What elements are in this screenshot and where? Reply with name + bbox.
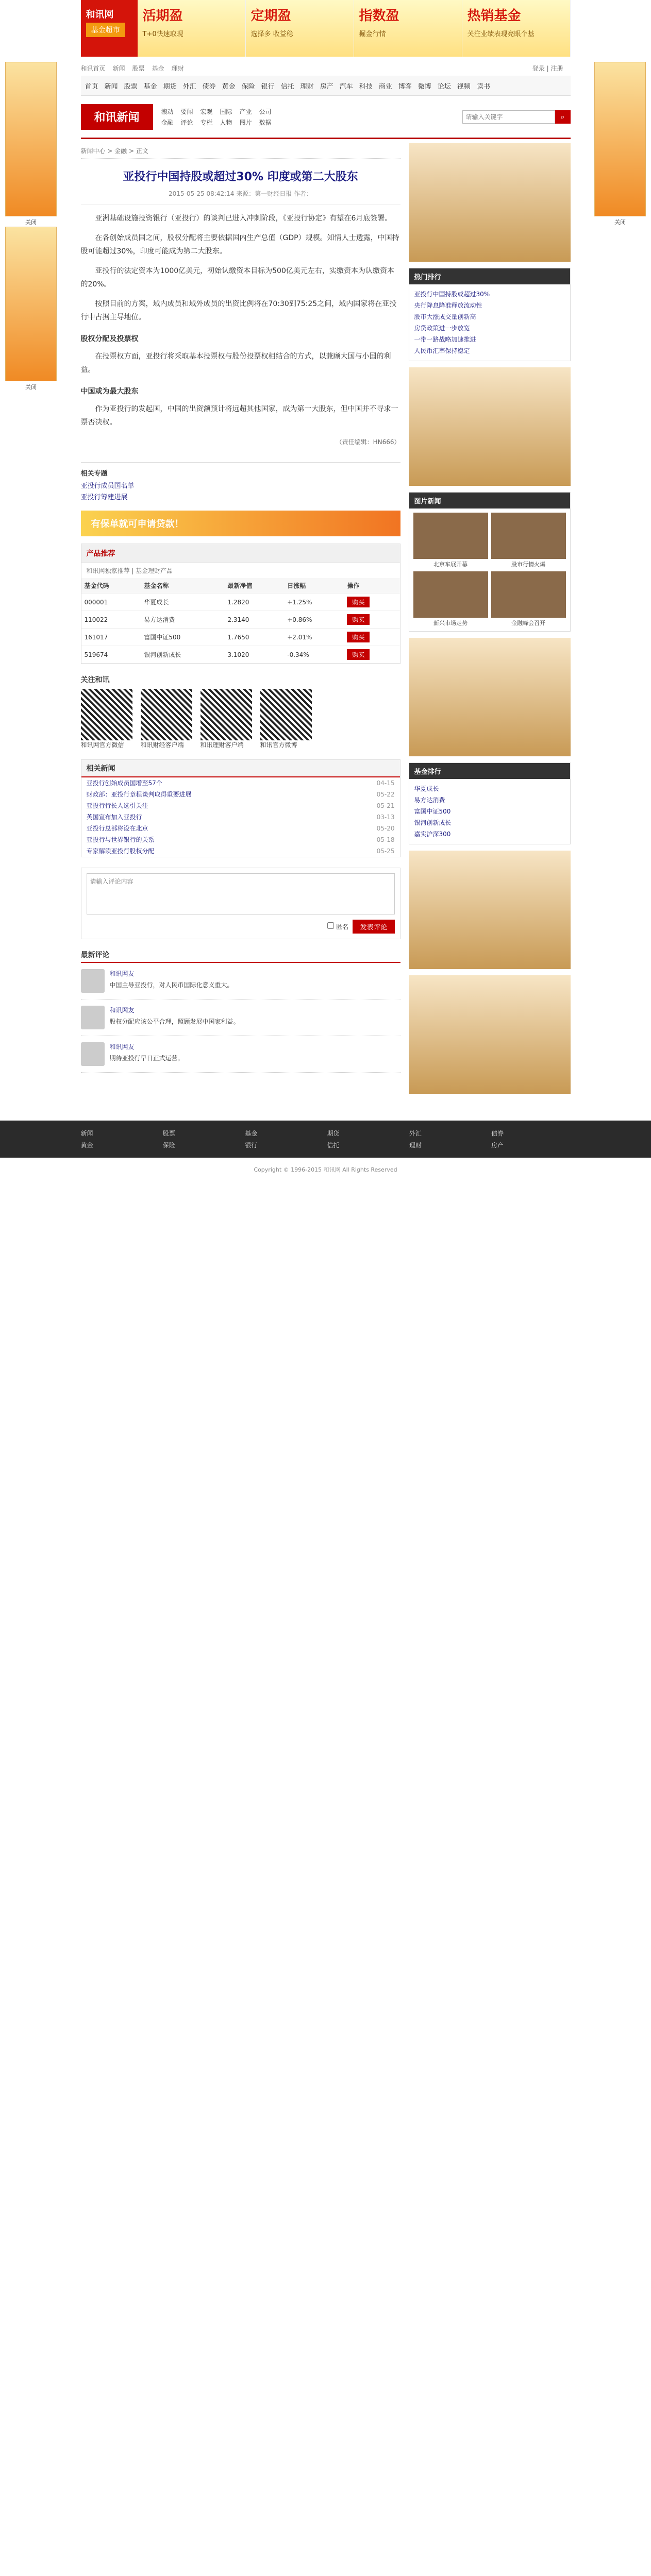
util-link[interactable]: 基金 <box>152 65 164 72</box>
fund-nav: 1.2820 <box>224 594 284 611</box>
article-paragraph: 按照目前的方案，域内成员和域外成员的出资比例将在70:30到75:25之间，域内国家将在亚投行中占据主导地位。 <box>80 300 397 321</box>
banner-item-desc: 关注业绩表现亮眼个基 <box>467 30 535 38</box>
sub-nav-link[interactable]: 公司 <box>259 108 272 115</box>
comment-list <box>81 950 400 1073</box>
channel-link[interactable]: 基金 <box>143 83 157 91</box>
news-date: 05-25 <box>376 848 395 855</box>
fund-header: 最新净值 <box>224 578 284 594</box>
fund-title: 产品推荐 <box>81 544 400 563</box>
article-title: 亚投行中国持股或超过30% 印度或第二大股东 <box>123 171 358 183</box>
channel-link[interactable]: 博客 <box>398 83 412 91</box>
news-date: 05-21 <box>376 802 395 809</box>
anon-check[interactable] <box>327 922 334 929</box>
comment-form <box>81 868 400 939</box>
sub-nav-link[interactable]: 数据 <box>259 118 272 126</box>
comment-item <box>81 999 400 1036</box>
channel-link[interactable]: 视频 <box>457 83 471 91</box>
channel-link[interactable]: 论坛 <box>437 83 451 91</box>
search-icon: ⌕ <box>560 112 565 121</box>
channel-link[interactable]: 外汇 <box>182 83 196 91</box>
follow-section <box>81 674 400 749</box>
hot-link[interactable]: 股市大涨成交量创新高 <box>414 313 476 320</box>
right-ad-close[interactable]: 关闭 <box>614 219 626 226</box>
fund-code: 161017 <box>81 629 141 646</box>
channel-link[interactable]: 科技 <box>359 83 373 91</box>
channel-link[interactable]: 股票 <box>124 83 138 91</box>
footer-link[interactable]: 股票 <box>162 1130 175 1137</box>
fund-ranking <box>409 762 571 844</box>
channel-link[interactable]: 信托 <box>280 83 294 91</box>
footer-link[interactable]: 债券 <box>491 1130 504 1137</box>
util-link[interactable]: 理财 <box>171 65 184 72</box>
banner-item-desc: T+0快速取现 <box>142 30 183 38</box>
comments-title: 最新评论 <box>81 950 400 963</box>
left-float-ad-2[interactable] <box>5 227 57 391</box>
article-body <box>81 205 400 456</box>
hot-link[interactable]: 亚投行中国持股或超过30% <box>414 291 490 298</box>
channel-link[interactable]: 理财 <box>300 83 314 91</box>
main-column <box>81 143 400 1100</box>
sub-nav <box>161 107 272 127</box>
left-ad-image[interactable] <box>5 62 57 216</box>
banner-item-name: 活期盈 <box>142 8 183 24</box>
footer-link[interactable]: 黄金 <box>80 1142 93 1149</box>
article-meta: 2015-05-25 08:42:14 来源：第一财经日报 作者： <box>81 189 400 205</box>
list-item[interactable] <box>81 823 400 834</box>
news-title[interactable]: 亚投行创始成员国增至57个 <box>86 779 162 787</box>
hot-link[interactable]: 央行降息降准释放流动性 <box>414 302 482 309</box>
fund-link[interactable]: 华夏成长 <box>414 785 439 792</box>
channel-link[interactable]: 期货 <box>163 83 177 91</box>
right-float-ad[interactable] <box>594 62 646 226</box>
util-link[interactable]: 新闻 <box>112 65 125 72</box>
news-title[interactable]: 英国宣布加入亚投行 <box>86 814 142 821</box>
channel-link[interactable]: 债券 <box>202 83 216 91</box>
channel-link[interactable]: 黄金 <box>222 83 236 91</box>
site-logo[interactable]: 和讯新闻 <box>81 104 153 130</box>
footer-link[interactable]: 理财 <box>409 1142 422 1149</box>
article-paragraph: 亚投行的法定资本为1000亿美元，初始认缴资本目标为500亿美元左右，实缴资本为认缴资本的20%。 <box>80 267 394 289</box>
sub-nav-link[interactable]: 专栏 <box>200 118 213 126</box>
photo-thumb[interactable] <box>413 571 488 618</box>
channel-link[interactable]: 银行 <box>261 83 275 91</box>
channel-link[interactable]: 读书 <box>476 83 490 91</box>
banner-item-3[interactable] <box>354 0 462 57</box>
fund-code: 110022 <box>81 611 141 629</box>
fund-nav: 2.3140 <box>224 611 284 629</box>
banner-logo-text: 和讯网 <box>86 9 114 20</box>
qr-code-icon <box>260 689 312 740</box>
list-item[interactable] <box>81 800 400 811</box>
sidebar-ad-3[interactable] <box>409 638 571 756</box>
site-header <box>81 96 571 139</box>
fund-code: 000001 <box>81 594 141 611</box>
search-box <box>462 110 571 124</box>
news-date: 05-18 <box>376 836 395 843</box>
qr-code-icon <box>81 689 132 740</box>
news-title[interactable]: 亚投行行长人选引关注 <box>86 802 148 809</box>
fund-link[interactable]: 银河创新成长 <box>414 819 452 826</box>
comment-input[interactable] <box>87 873 395 914</box>
fund-link[interactable]: 富国中证500 <box>414 808 451 815</box>
news-title[interactable]: 亚投行与世界银行的关系 <box>86 836 155 843</box>
sub-nav-link[interactable]: 人物 <box>220 118 232 126</box>
hot-link[interactable]: 房贷政策进一步放宽 <box>414 325 470 332</box>
follow-item[interactable] <box>260 689 312 749</box>
fund-rank-title: 基金排行 <box>409 763 570 779</box>
news-title[interactable]: 专家解读亚投行股权分配 <box>86 848 155 855</box>
banner-item-2[interactable] <box>246 0 354 57</box>
photo-caption[interactable]: 新兴市场走势 <box>433 620 468 626</box>
list-item[interactable] <box>81 834 400 845</box>
related-news <box>81 759 400 857</box>
hot-link[interactable]: 人民币汇率保持稳定 <box>414 347 470 354</box>
comment-text: 中国主导亚投行，对人民币国际化意义重大。 <box>109 981 233 989</box>
fund-change: +2.01% <box>284 629 344 646</box>
footer-link[interactable]: 银行 <box>245 1142 258 1149</box>
fund-name[interactable]: 富国中证500 <box>141 629 224 646</box>
channel-link[interactable]: 首页 <box>85 83 98 91</box>
buy-button[interactable]: 购买 <box>347 597 370 607</box>
photo-item[interactable] <box>491 571 566 627</box>
banner-item-4[interactable] <box>462 0 571 57</box>
breadcrumb[interactable]: 新闻中心 > 金融 > 正文 <box>81 143 400 159</box>
sub-nav-link[interactable]: 产业 <box>239 108 252 115</box>
sidebar-ad[interactable] <box>409 143 571 262</box>
fund-name[interactable]: 易方达消费 <box>141 611 224 629</box>
footer-link[interactable]: 基金 <box>245 1130 258 1137</box>
banner-item-desc: 选择多 收益稳 <box>251 30 293 38</box>
top-banner[interactable] <box>81 0 571 57</box>
footer-link[interactable]: 房产 <box>491 1142 504 1149</box>
photo-item[interactable] <box>491 513 566 568</box>
footer-link[interactable]: 保险 <box>162 1142 175 1149</box>
list-item[interactable] <box>81 789 400 800</box>
sidebar-ad-4[interactable] <box>409 851 571 969</box>
sub-nav-link[interactable]: 图片 <box>239 118 252 126</box>
avatar[interactable] <box>81 1042 105 1066</box>
left-ad-close-2[interactable]: 关闭 <box>25 384 37 391</box>
login-link[interactable]: 登录 | 注册 <box>532 65 563 72</box>
buy-button[interactable]: 购买 <box>347 632 370 642</box>
search-input[interactable] <box>462 110 555 124</box>
anon-label: 匿名 <box>336 923 349 930</box>
follow-label: 和讯网官方微信 <box>80 741 124 749</box>
fund-name[interactable]: 银河创新成长 <box>141 646 224 664</box>
loan-ad-banner[interactable]: 有保单就可申请贷款！ <box>81 511 400 536</box>
related-link[interactable]: 亚投行成员国名单 <box>80 482 135 490</box>
news-title[interactable]: 财政部：亚投行章程谈判取得重要进展 <box>86 791 192 798</box>
editor-tag: （责任编辑：HN666） <box>336 438 400 446</box>
sub-nav-link[interactable]: 宏观 <box>200 108 213 115</box>
table-row <box>81 594 400 611</box>
hot-ranking <box>409 268 571 361</box>
channel-link[interactable]: 微博 <box>418 83 431 91</box>
left-ad-close[interactable]: 关闭 <box>25 219 37 226</box>
sub-nav-link[interactable]: 滚动 <box>161 108 174 115</box>
sub-nav-link[interactable]: 国际 <box>220 108 232 115</box>
fund-change: +1.25% <box>284 594 344 611</box>
news-date: 05-20 <box>376 825 395 832</box>
sub-nav-link[interactable]: 金融 <box>161 118 174 126</box>
fund-code: 519674 <box>81 646 141 664</box>
photo-item[interactable] <box>413 513 488 568</box>
follow-label: 和讯官方微博 <box>260 741 297 749</box>
util-link[interactable]: 股票 <box>132 65 145 72</box>
comment-author[interactable]: 和讯网友 <box>109 1007 135 1014</box>
banner-item-1[interactable] <box>138 0 246 57</box>
follow-title: 关注和讯 <box>80 676 110 684</box>
submit-comment-button[interactable]: 发表评论 <box>353 920 394 934</box>
search-button[interactable] <box>555 110 571 124</box>
article-subheading: 中国或为最大股东 <box>80 387 139 396</box>
table-row <box>81 646 400 664</box>
footer-nav <box>0 1121 651 1158</box>
photo-caption[interactable]: 北京车展开幕 <box>433 561 468 568</box>
footer-link[interactable]: 期货 <box>327 1130 340 1137</box>
left-ad-image-2[interactable] <box>5 227 57 381</box>
buy-button[interactable]: 购买 <box>347 614 370 625</box>
copyright: Copyright © 1996-2015 和讯网 All Rights Reserved <box>254 1166 397 1173</box>
comment-text: 期待亚投行早日正式运营。 <box>109 1055 184 1062</box>
related-link[interactable]: 亚投行筹建进展 <box>80 494 128 501</box>
footer-link[interactable]: 外汇 <box>409 1130 422 1137</box>
fund-header: 日涨幅 <box>284 578 344 594</box>
follow-item[interactable] <box>81 689 132 749</box>
photo-thumb[interactable] <box>491 571 566 618</box>
news-date: 04-15 <box>376 779 395 787</box>
article-paragraph: 在各创始成员国之间，股权分配将主要依据国内生产总值（GDP）规模。知情人士透露，中国持股可能超过30%，印度可能成为第二大股东。 <box>80 234 399 256</box>
article-paragraph: 在投票权方面，亚投行将采取基本投票权与股份投票权相结合的方式，以兼顾大国与小国的利益。 <box>80 352 391 374</box>
sidebar-ad-2[interactable] <box>409 367 571 486</box>
fund-table <box>81 578 400 664</box>
buy-button[interactable]: 购买 <box>347 649 370 660</box>
sub-nav-link[interactable]: 评论 <box>180 118 193 126</box>
fund-header: 基金代码 <box>81 578 141 594</box>
photo-caption[interactable]: 金融峰会召开 <box>511 620 545 626</box>
comment-text: 股权分配应该公平合理，照顾发展中国家利益。 <box>109 1018 240 1025</box>
table-row <box>81 611 400 629</box>
photo-thumb[interactable] <box>413 513 488 559</box>
fund-note: 和讯网独家推荐 | 基金理财产品 <box>86 567 173 574</box>
banner-logo-sub: 基金超市 <box>86 23 125 37</box>
channel-link[interactable]: 汽车 <box>339 83 353 91</box>
article-subheading: 股权分配及投票权 <box>80 335 139 343</box>
avatar[interactable] <box>81 1006 105 1029</box>
list-item[interactable] <box>81 811 400 823</box>
fund-recommend <box>81 544 400 664</box>
util-bar <box>81 61 571 76</box>
footer-link[interactable]: 新闻 <box>80 1130 93 1137</box>
photo-title: 图片新闻 <box>409 493 570 509</box>
photo-caption[interactable]: 股市行情火爆 <box>511 561 545 568</box>
banner-item-name: 热销基金 <box>467 8 521 24</box>
fund-header: 基金名称 <box>141 578 224 594</box>
hot-title: 热门排行 <box>409 268 570 284</box>
follow-label: 和讯理财客户端 <box>200 741 244 749</box>
channel-link[interactable]: 商业 <box>378 83 392 91</box>
fund-change: -0.34% <box>284 646 344 664</box>
fund-nav: 1.7650 <box>224 629 284 646</box>
article-paragraph: 作为亚投行的发起国，中国的出资额预计将远超其他国家，成为第一大股东，但中国并不寻求一票否决权。 <box>80 405 398 427</box>
sidebar <box>409 143 571 1100</box>
follow-item[interactable] <box>141 689 192 749</box>
related-topics <box>81 462 400 503</box>
fund-name[interactable]: 华夏成长 <box>141 594 224 611</box>
channel-link[interactable]: 新闻 <box>104 83 118 91</box>
channel-nav <box>81 76 571 96</box>
fund-link[interactable]: 易方达消费 <box>414 796 445 804</box>
qr-code-icon <box>141 689 192 740</box>
list-item[interactable] <box>81 845 400 857</box>
avatar[interactable] <box>81 969 105 993</box>
photo-item[interactable] <box>413 571 488 627</box>
news-list-title: 相关新闻 <box>81 760 400 777</box>
banner-logo[interactable] <box>81 0 138 57</box>
comment-item <box>81 963 400 999</box>
table-row <box>81 629 400 646</box>
sidebar-ad-5[interactable] <box>409 975 571 1094</box>
footer-link[interactable]: 信托 <box>327 1142 340 1149</box>
left-float-ad[interactable] <box>5 62 57 226</box>
news-date: 05-22 <box>376 791 395 798</box>
fund-change: +0.86% <box>284 611 344 629</box>
banner-item-name: 定期盈 <box>251 8 291 24</box>
list-item[interactable] <box>81 777 400 789</box>
banner-item-desc: 掘金行情 <box>359 30 386 38</box>
fund-header: 操作 <box>344 578 399 594</box>
right-ad-image[interactable] <box>594 62 646 216</box>
photo-news <box>409 492 571 632</box>
qr-code-icon <box>201 689 252 740</box>
anonymous-checkbox[interactable] <box>327 922 348 931</box>
follow-label: 和讯财经客户端 <box>140 741 184 749</box>
comment-author[interactable]: 和讯网友 <box>109 970 135 977</box>
comment-item <box>81 1036 400 1073</box>
follow-item[interactable] <box>201 689 252 749</box>
sub-nav-link[interactable]: 要闻 <box>180 108 193 115</box>
comment-author[interactable]: 和讯网友 <box>109 1043 135 1050</box>
fund-nav: 3.1020 <box>224 646 284 664</box>
related-title: 相关专题 <box>80 470 108 478</box>
banner-item-name: 指数盈 <box>359 8 399 24</box>
channel-link[interactable]: 房产 <box>320 83 333 91</box>
article-paragraph: 亚洲基础设施投资银行（亚投行）的谈判已进入冲刺阶段，《亚投行协定》有望在6月底签署。 <box>95 214 392 223</box>
channel-link[interactable]: 保险 <box>241 83 255 91</box>
news-date: 03-13 <box>376 814 395 821</box>
news-title[interactable]: 亚投行总部将设在北京 <box>86 825 148 832</box>
photo-thumb[interactable] <box>491 513 566 559</box>
fund-link[interactable]: 嘉实沪深300 <box>414 831 451 838</box>
hot-link[interactable]: 一带一路战略加速推进 <box>414 336 476 343</box>
util-link[interactable]: 和讯首页 <box>80 65 106 72</box>
